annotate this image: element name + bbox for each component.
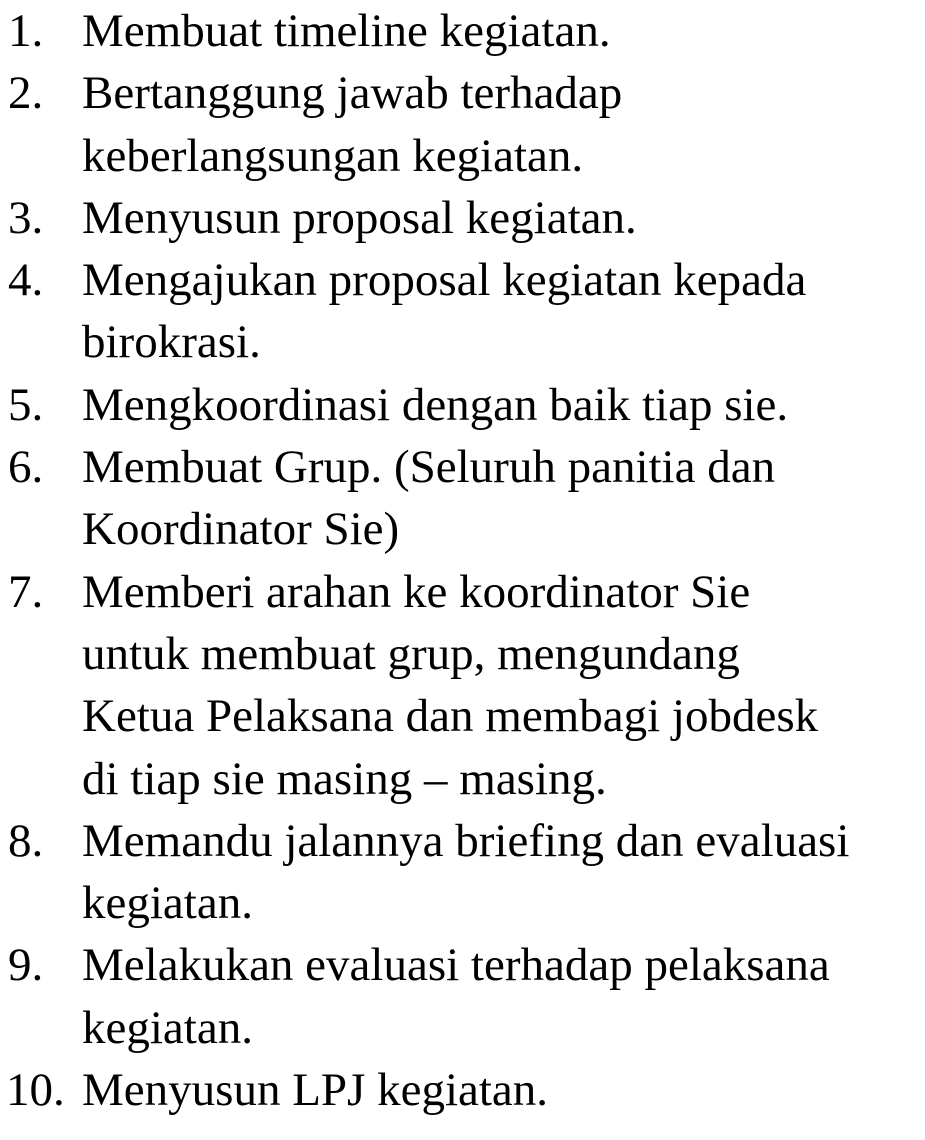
list-item-text: Melakukan evaluasi terhadap pelaksana kegiatan. [82,939,830,1054]
list-item [0,187,925,249]
list-item-number: 4. [8,254,44,307]
list-item-number: 6. [8,441,44,494]
list-item-text: Mengkoordinasi dengan baik tiap sie. [82,378,789,431]
list-item-number: 7. [8,565,44,618]
list-item [0,62,925,187]
list-item-text: Menyusun proposal kegiatan. [82,191,637,244]
list-item [0,374,925,436]
list-item-number: 10. [6,1064,65,1117]
list-item [0,436,925,561]
list-item-number: 1. [8,5,44,57]
list-item-text: Mengajukan proposal kegiatan kepada birokrasi. [82,254,807,369]
list-item-text: Memandu jalannya briefing dan evaluasi kegiatan. [82,814,850,930]
list-item-text: Menyusun LPJ kegiatan. [82,1064,549,1117]
list-item-number: 2. [8,67,44,120]
list-item-number: 8. [8,814,44,867]
list-item [0,810,925,935]
list-item-number: 3. [8,191,44,244]
list-item [0,0,925,62]
list-item-number: 5. [8,378,44,431]
list-item-text: Bertanggung jawab terhadap keberlangsungan kegiatan. [82,67,623,182]
list-item-text: Membuat Grup. (Seluruh panitia dan Koordinator Sie) [82,441,776,556]
list-item-number: 9. [8,939,44,992]
list-item [0,1059,925,1121]
list-item [0,249,925,374]
list-item [0,934,925,1059]
list-item-text: Memberi arahan ke koordinator Sie untuk membuat grup, mengundang Ketua Pelaksana dan membagi jobdesk di tiap sie masing – masing. [82,565,819,805]
list-item [0,561,925,810]
list-item-text: Membuat timeline kegiatan. [82,5,611,57]
